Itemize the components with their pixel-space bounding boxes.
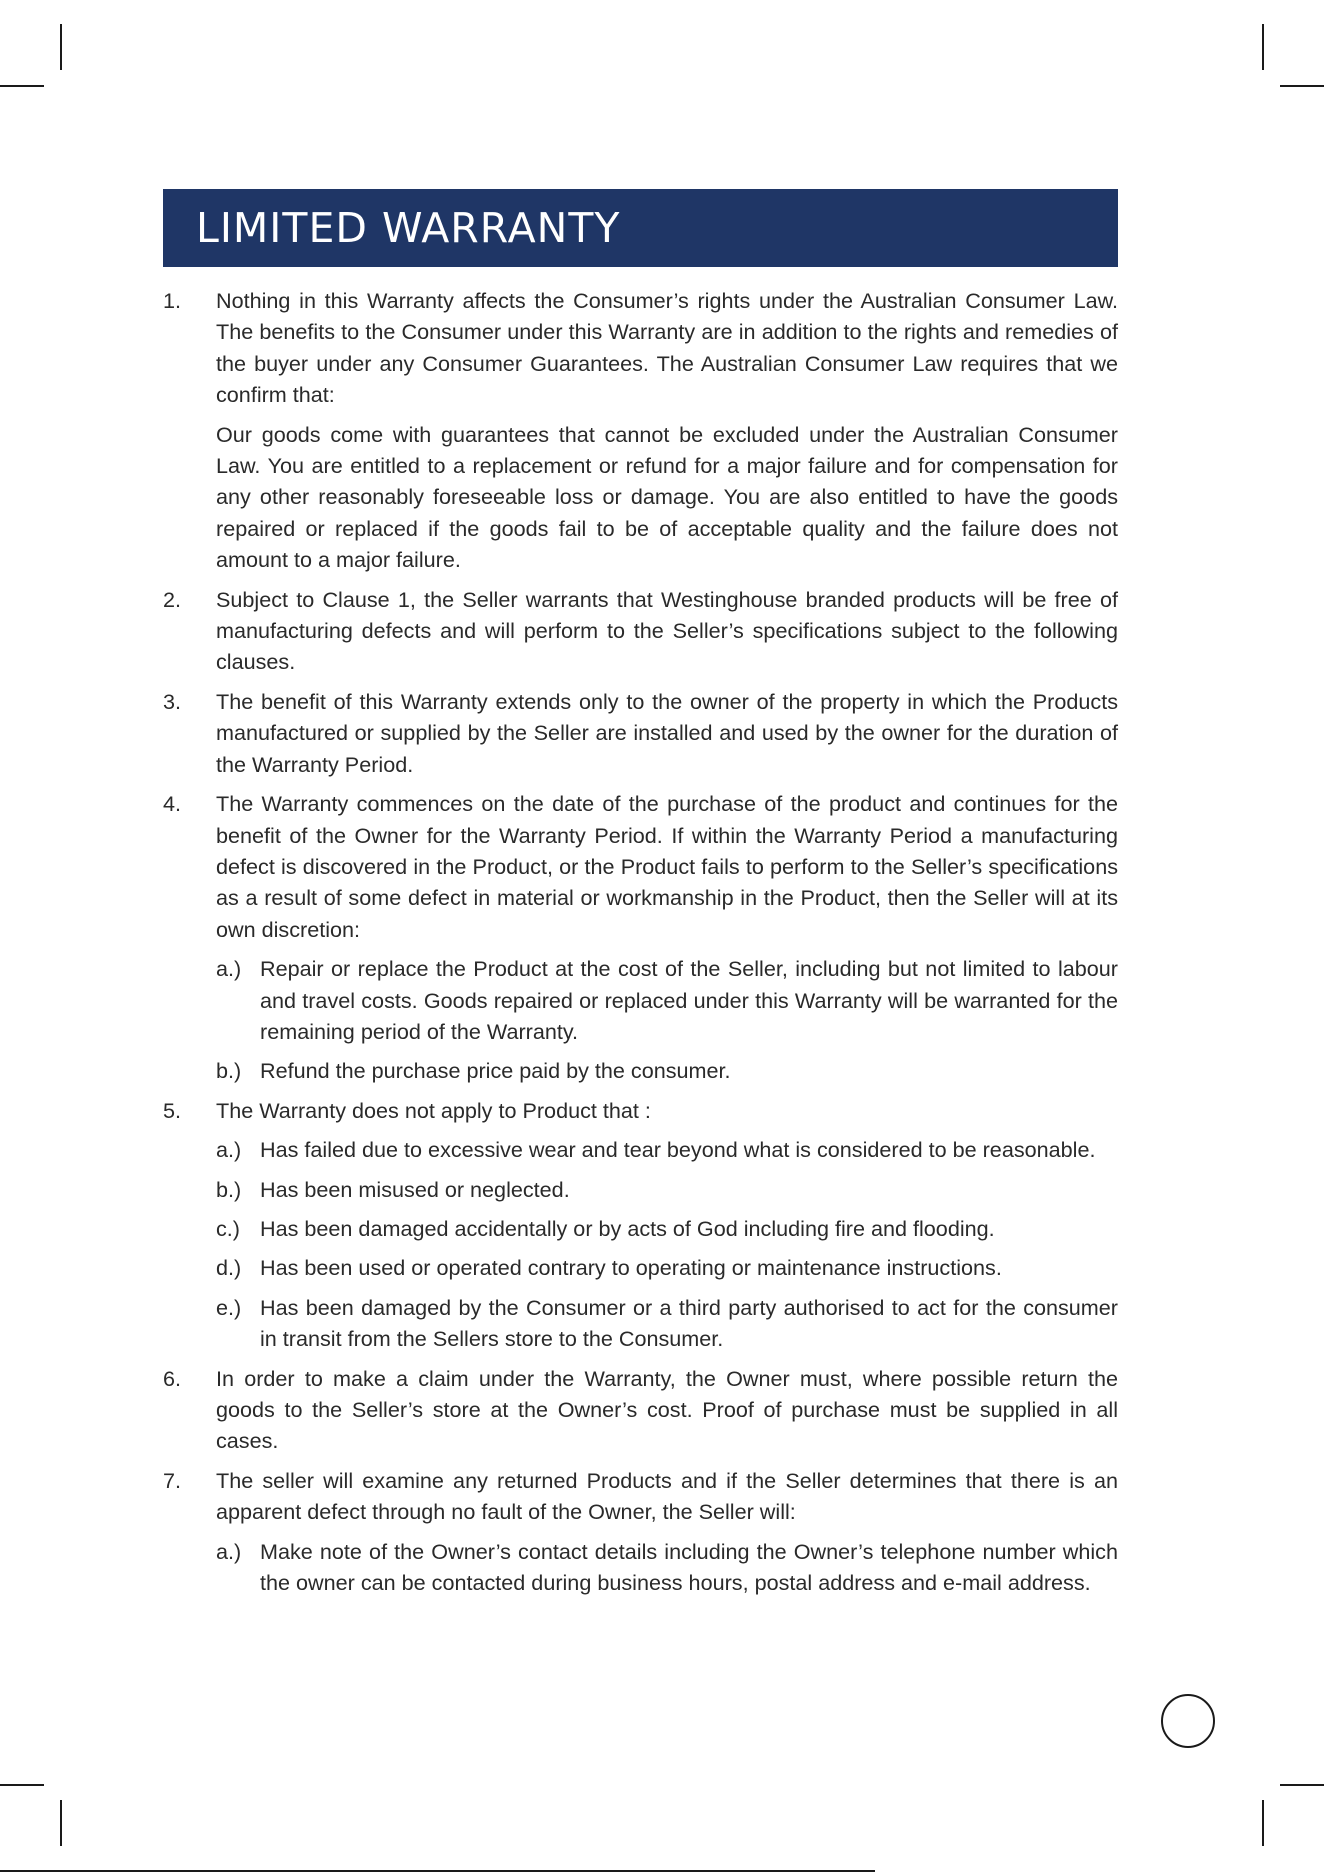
clause-item bbox=[163, 788, 1118, 1087]
clause-number: 5. bbox=[163, 1097, 182, 1123]
sub-clause-label: b.) bbox=[216, 1058, 242, 1084]
clause-number: 4. bbox=[163, 791, 182, 817]
clause-number: 7. bbox=[163, 1467, 182, 1493]
clause-item bbox=[163, 1095, 1118, 1355]
sub-clause-label: a.) bbox=[216, 956, 242, 982]
sub-clause-list bbox=[216, 1536, 1118, 1599]
sub-clause-text: Has been damaged accidentally or by acts of God including fire and flooding. bbox=[260, 1215, 995, 1241]
sub-clause-text: Make note of the Owner’s contact details including the Owner’s telephone number which the owner can be contacted during business hours, postal address and e-mail address. bbox=[260, 1538, 1118, 1596]
sub-clause-label: d.) bbox=[216, 1255, 242, 1281]
page-title: LIMITED WARRANTY bbox=[196, 203, 621, 252]
clause-paragraph: The benefit of this Warranty extends only to the owner of the property in which the Products manufactured or supplied by the Seller are installed and used by the owner for the duration of the Warranty Period. bbox=[216, 688, 1118, 777]
clause-paragraph: Nothing in this Warranty affects the Consumer’s rights under the Australian Consumer Law. The benefits to the Consumer under this Warranty are in addition to the rights and remedies of the buyer under any Consumer Guarantees. The Australian Consumer Law requires that we confirm that: bbox=[216, 288, 1118, 408]
clause-paragraph: Our goods come with guarantees that cannot be excluded under the Australian Consumer Law. You are entitled to a replacement or refund for a major failure and for compensation for any other reasonably foreseeable loss or damage. You are also entitled to have the goods repaired or replaced if the goods fail to be of acceptable quality and the failure does not amount to a major failure. bbox=[216, 421, 1118, 573]
crop-mark-bottom-left-vertical bbox=[60, 1800, 62, 1846]
sub-clause-label: c.) bbox=[216, 1215, 240, 1241]
sub-clause bbox=[216, 1055, 1118, 1086]
clause-paragraph: The Warranty commences on the date of the purchase of the product and continues for the benefit of the Owner for the Warranty Period. If within the Warranty Period a manufacturing defect is discovered in the Product, or the Product fails to perform to the Seller’s specifications as a result of some defect in material or workmanship in the Product, then the Seller will at its own discretion: bbox=[216, 791, 1118, 942]
clause-item bbox=[163, 1363, 1118, 1457]
sub-clause bbox=[216, 1536, 1118, 1599]
clause-item bbox=[163, 584, 1118, 678]
sub-clause bbox=[216, 1174, 1118, 1205]
sub-clause bbox=[216, 1252, 1118, 1283]
sub-clause-text: Refund the purchase price paid by the consumer. bbox=[260, 1058, 731, 1084]
sub-clause-label: e.) bbox=[216, 1294, 242, 1320]
bottom-rule bbox=[0, 1870, 875, 1872]
crop-mark-top-left-horizontal bbox=[0, 85, 44, 87]
sub-clause-label: a.) bbox=[216, 1137, 242, 1163]
clause-paragraph: The seller will examine any returned Products and if the Seller determines that there is an apparent defect through no fault of the Owner, the Seller will: bbox=[216, 1467, 1118, 1525]
sub-clause-text: Has been misused or neglected. bbox=[260, 1176, 570, 1202]
crop-mark-top-right-vertical bbox=[1262, 24, 1264, 70]
sub-clause-list bbox=[216, 1134, 1118, 1354]
clause-number: 1. bbox=[163, 288, 182, 313]
crop-mark-bottom-right-horizontal bbox=[1280, 1784, 1324, 1786]
sub-clause-text: Has been used or operated contrary to operating or maintenance instructions. bbox=[260, 1255, 1002, 1281]
sub-clause-text: Has been damaged by the Consumer or a third party authorised to act for the consumer in transit from the Sellers store to the Consumer. bbox=[260, 1294, 1118, 1352]
crop-mark-top-right-horizontal bbox=[1280, 85, 1324, 87]
clause-paragraph: The Warranty does not apply to Product that : bbox=[216, 1097, 651, 1123]
sub-clause-label: b.) bbox=[216, 1176, 242, 1202]
sub-clause bbox=[216, 953, 1118, 1047]
crop-mark-bottom-right-vertical bbox=[1262, 1800, 1264, 1846]
sub-clause-label: a.) bbox=[216, 1538, 242, 1564]
clause-item bbox=[163, 1465, 1118, 1599]
clause-number: 3. bbox=[163, 688, 182, 714]
page-number-circle bbox=[1161, 1694, 1215, 1748]
clause-paragraph: Subject to Clause 1, the Seller warrants that Westinghouse branded products will be free of manufacturing defects and will perform to the Seller’s specifications subject to the following clauses. bbox=[216, 586, 1118, 675]
clause-number: 2. bbox=[163, 586, 182, 612]
warranty-clauses bbox=[163, 285, 1118, 1606]
crop-mark-top-left-vertical bbox=[60, 24, 62, 70]
clause-paragraph: In order to make a claim under the Warranty, the Owner must, where possible return the goods to the Seller’s store at the Owner’s cost. Proof of purchase must be supplied in all cases. bbox=[216, 1365, 1118, 1454]
sub-clause bbox=[216, 1134, 1118, 1165]
crop-mark-bottom-left-horizontal bbox=[0, 1784, 44, 1786]
sub-clause-list bbox=[216, 953, 1118, 1087]
sub-clause-text: Repair or replace the Product at the cost of the Seller, including but not limited to labour and travel costs. Goods repaired or replaced under this Warranty will be warranted for the remaining period of the Warranty. bbox=[260, 956, 1118, 1044]
title-banner bbox=[163, 189, 1118, 267]
sub-clause-text: Has failed due to excessive wear and tear beyond what is considered to be reasonable. bbox=[260, 1137, 1096, 1163]
clause-item bbox=[163, 285, 1118, 576]
sub-clause bbox=[216, 1292, 1118, 1355]
sub-clause bbox=[216, 1213, 1118, 1244]
clause-number: 6. bbox=[163, 1365, 182, 1391]
clause-item bbox=[163, 686, 1118, 780]
